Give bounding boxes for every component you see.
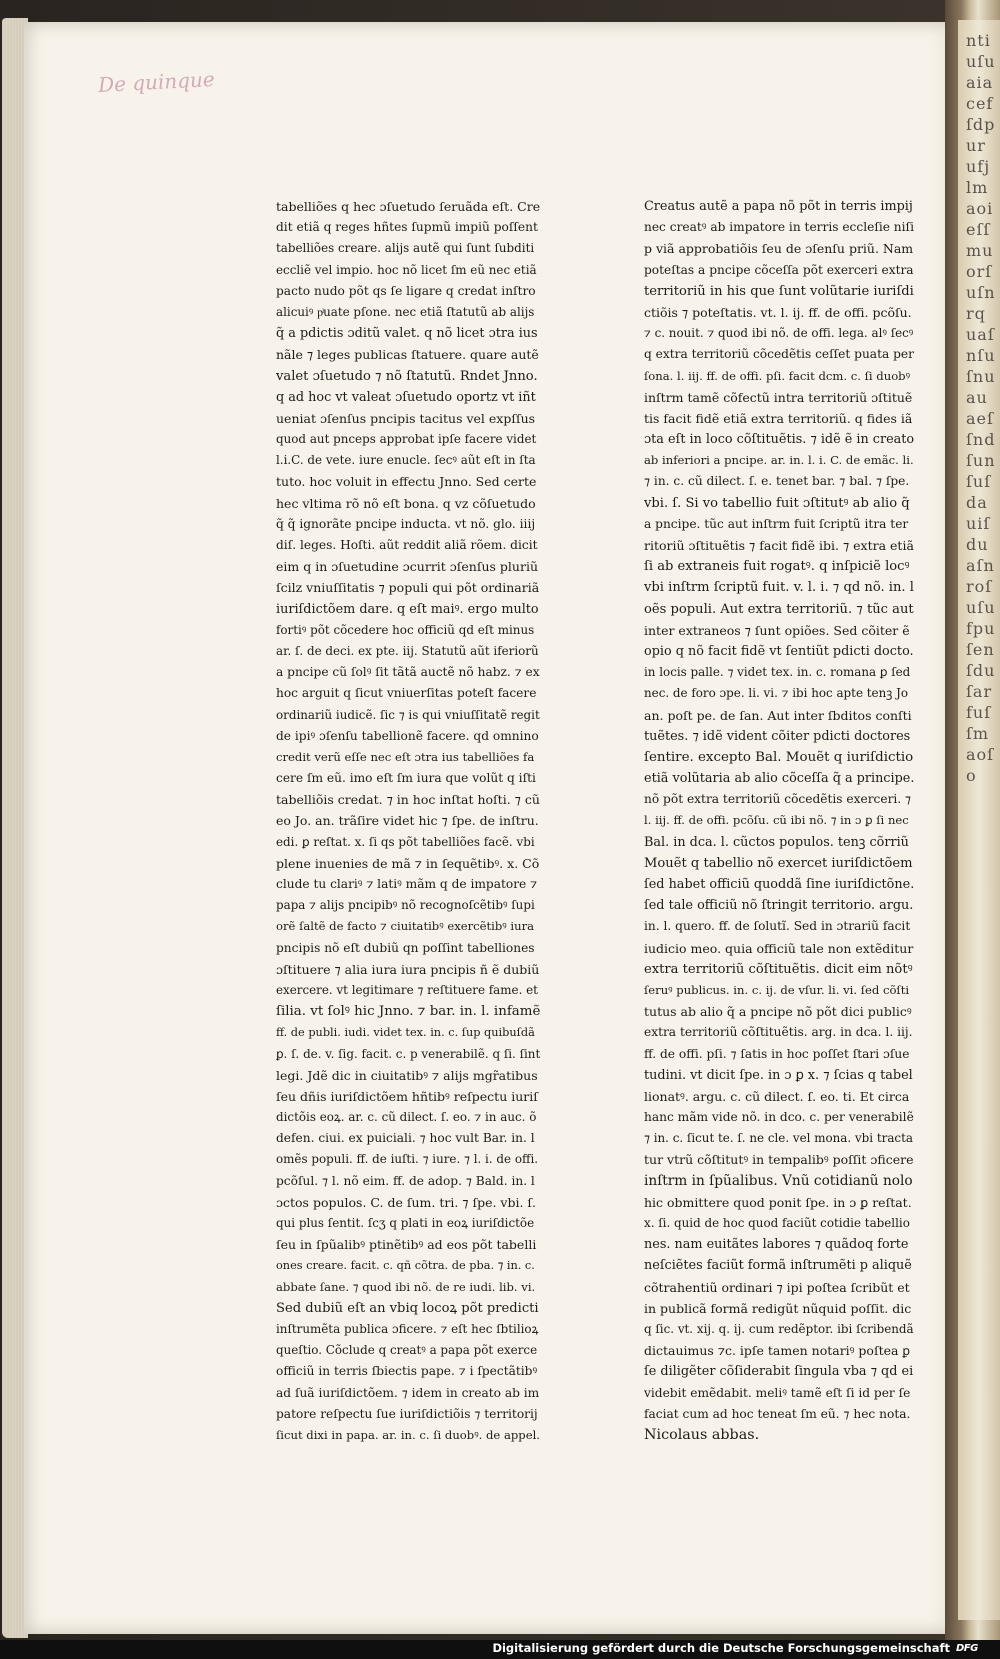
- text-line: abbate ſane. ⁊ quod ibi nõ. de re iudi. lib. vi.: [276, 1279, 536, 1294]
- text-line: fortiꝰ põt cõcedere hoc officiũ qd eſt minus: [276, 622, 535, 637]
- text-line: ſi ab extraneis fuit rogatꝰ. q inſpiciẽ locꝰ: [644, 559, 910, 575]
- text-line: eim q in ɔſuetudine ɔcurrit ɔſenſus pluriũ: [276, 559, 538, 575]
- text-line: l.i.C. de vete. iure enucle. ſecꝰ aũt eſt in ſta: [276, 453, 536, 468]
- text-line: Bal. in dca. l. cũctos populos. tenꝫ cõrriũ: [644, 834, 909, 850]
- next-page-text: ntiuſuaiacefſdpurufjlmaoieſſmuorſuſnrquaſnſuſnuauaeſſndſunſuſdauiſduaſnroſuſufpuſenſduſarfuſſmaoſo: [966, 31, 996, 785]
- text-line: cõtrahentiũ ordinari ⁊ ipi poſtea ſcribũt et: [644, 1279, 910, 1295]
- text-line: credit verũ eſſe nec eſt ɔtra ius tabelliões fa: [276, 749, 535, 764]
- text-line: ⁊ in. c. cũ dilect. ſ. e. tenet bar. ⁊ bal. ⁊ ſpe.: [644, 474, 910, 489]
- text-line: nec. de foro ɔpe. li. vi. ⁊ ibi hoc apte tenꝫ Jo: [644, 686, 909, 701]
- text-line: hec vltima rõ nõ eſt bona. q vz cõſuetudo: [276, 495, 536, 511]
- text-line: a pncipe cũ ſolꝰ ſit tãtã auctẽ nõ habz. ⁊ ex: [276, 665, 540, 680]
- text-line: ſeruꝰ publicus. in. c. ij. de vſur. li. vi. ſed cõſti: [644, 982, 910, 997]
- text-line: tis facit fidẽ etiã extra territoriũ. q fides iã: [644, 410, 913, 426]
- text-line: tuto. hoc voluit in effectu Jnno. Sed certe: [276, 474, 537, 490]
- text-line: in. l. quero. ff. de ſolutĩ. Sed in ɔtrariũ facit: [644, 919, 911, 934]
- text-line: ſentire. excepto Bal. Mouẽt q iuriſdictio: [644, 749, 914, 765]
- text-line: papa ⁊ alijs pncipibꝰ nõ recognoſcẽtibꝰ ſupi: [276, 898, 535, 913]
- text-line: exercere. vt legitimare ⁊ reſtituere fame. et: [276, 982, 538, 997]
- text-line: clude tu clariꝰ ⁊ latiꝰ mãm q de impatore ⁊: [276, 877, 538, 891]
- text-line: legi. Jdẽ dic in ciuitatibꝰ ⁊ alijs mgr̃atibus: [276, 1067, 538, 1083]
- text-line: vbi. ſ. Si vo tabellio fuit ɔſtitutꝰ ab alio q̃: [644, 495, 910, 511]
- text-line: dictõis eoꝝ. ar. c. cũ dilect. ſ. eo. ⁊ in auc. õ: [276, 1110, 537, 1125]
- text-line: cere ſm eũ. imo eſt ſm iura que volũt q iſti: [276, 771, 536, 786]
- text-line: opio q nõ facit fidẽ vt ſentiũt pdicti docto.: [644, 643, 914, 659]
- text-line: ⁊ in. c. ſicut te. ſ. ne cle. vel mona. vbi tracta: [644, 1131, 913, 1146]
- text-line: omẽs populi. ff. de iuſti. ⁊ iure. ⁊ l. i. de offi.: [276, 1152, 539, 1167]
- text-line: orẽ ſaltẽ de facto ⁊ ciuitatibꝰ exercẽtibꝰ iura: [276, 919, 535, 934]
- text-line: ɔſtituere ⁊ alia iura iura pncipis ñ ẽ dubiũ: [276, 961, 540, 977]
- text-line: an. poſt pe. de ſan. Aut inter ſbditos conſti: [644, 707, 912, 723]
- text-line: ones creare. facit. c. qñ cõtra. de pba. ⁊ in. c.: [276, 1259, 535, 1273]
- text-line: tutus ab alio q̃ a pncipe nõ põt dici publicꝰ: [644, 1004, 912, 1020]
- text-line: territoriũ in his que ſunt volũtarie iuriſdi: [644, 283, 914, 299]
- text-line: vbi inſtrm ſcriptũ fuit. v. l. i. ⁊ qd nõ. in. l: [644, 580, 914, 596]
- text-line: ordinariũ iudicẽ. ſic ⁊ is qui vniuſſitatẽ regit: [276, 707, 540, 722]
- text-line: ff. de offi. pſi. ⁊ ſatis in hoc poſſet ſtari ɔſue: [644, 1046, 910, 1061]
- text-line: nãle ⁊ leges publicas ſtatuere. quare autẽ: [276, 347, 539, 363]
- text-line: qui plus ſentit. ſcʒ q plati in eoꝝ iuriſdictõe: [276, 1216, 535, 1230]
- text-line: q extra territoriũ cõcedẽtis ceſſet puata per: [644, 347, 914, 362]
- text-line: plene inuenies de mã ⁊ in ſequẽtibꝰ. x. Cõ: [276, 855, 540, 871]
- text-line: x. ſi. quid de hoc quod faciũt cotidie tabellio: [644, 1216, 910, 1230]
- text-line: q̃ a pdictis ɔditũ valet. q nõ licet ɔtra ius: [276, 326, 538, 342]
- text-line: ⁊ c. nouit. ⁊ quod ibi nõ. de offi. lega. alꝰ ſecꝰ: [644, 326, 914, 341]
- text-line: extra territoriũ cõſtituẽtis. dicit eim nõtꝰ: [644, 961, 913, 977]
- text-line: ritoriũ ɔſtituẽtis ⁊ facit fidẽ ibi. ⁊ extra etiã: [644, 538, 914, 553]
- text-line: inter extraneos ⁊ ſunt opiões. Sed cõiter ẽ: [644, 622, 910, 638]
- text-line: ꝑ. ſ. de. v. ſig. facit. c. p venerabilẽ. q ſi. ſint: [276, 1046, 540, 1061]
- text-line: pncipis nõ eſt dubiũ qn poſſint tabelliones: [276, 940, 535, 955]
- dfg-credit: Digitalisierung gefördert durch die Deutsche Forschungsgemeinschaft: [492, 1641, 950, 1655]
- text-line: de ipiꝰ ɔſenſu tabellionẽ facere. qd omnino: [276, 728, 539, 743]
- text-line: edi. ꝑ reſtat. x. ſi qs põt tabelliões facẽ. vbi: [276, 834, 535, 849]
- text-line: tur vtrũ cõſtitutꝰ in tempalibꝰ poſſit ɔficere: [644, 1152, 914, 1168]
- text-line: q̃ q̃ ignorãte pncipe inducta. vt nõ. glo. iiij: [276, 516, 536, 531]
- text-line: hoc arguit q ſicut vniuerſitas poteſt facere: [276, 686, 537, 701]
- text-line: pacto nudo põt qs ſe ligare q credat inſtro: [276, 283, 536, 298]
- text-line: ſcilz vniuſſitatis ⁊ populi qui põt ordinariã: [276, 580, 540, 596]
- text-line: tuẽtes. ⁊ idẽ vident cõiter pdicti doctores: [644, 728, 911, 744]
- text-line: lionatꝰ. argu. c. cũ dilect. ſ. eo. ti. Et circa: [644, 1088, 910, 1104]
- text-line: nes. nam euitãtes labores ⁊ quãdoq forte: [644, 1237, 909, 1253]
- text-line: neſciẽtes faciũt formã inſtrumẽti p aliquẽ: [644, 1258, 912, 1274]
- text-line: ɔta eſt in loco cõſtituẽtis. ⁊ idẽ ẽ in creato: [644, 432, 914, 448]
- dfg-logo: DFG: [956, 1643, 978, 1654]
- text-line: tudini. vt dicit ſpe. in ɔ ꝑ x. ⁊ ſcias q tabel: [644, 1067, 913, 1083]
- text-line: hanc mãm vide nõ. in dco. c. per venerabilẽ: [644, 1110, 914, 1125]
- text-line: ſed habet officiũ quoddã ſine iuriſdictõne.: [644, 877, 914, 892]
- text-line: tabelliões creare. alijs autẽ qui ſunt ſubditi: [276, 241, 535, 256]
- text-line: nec creatꝰ ab impatore in terris eccleſie niſi: [644, 220, 914, 235]
- text-line: hic obmittere quod ponit ſpe. in ɔ ꝑ reſtat.: [644, 1194, 912, 1210]
- text-line: dit etiã q reges hñtes ſupmũ impiũ poſſent: [276, 220, 538, 235]
- right-text-column: [644, 196, 914, 1446]
- text-line: in locis palle. ⁊ videt tex. in. c. romana ꝑ ſed: [644, 665, 911, 680]
- text-line: patore reſpectu ſue iuriſdictiõis ⁊ territorij: [276, 1406, 538, 1421]
- text-line: Creatus autẽ a papa nõ põt in terris impij: [644, 199, 913, 214]
- text-line: diſ. leges. Hoſti. aũt reddit aliã rõem. dicit: [276, 538, 538, 552]
- text-line: q ad hoc vt valeat ɔſuetudo oportz vt iñt: [276, 389, 536, 405]
- text-line: tabelliões q hec ɔſuetudo ſeruãda eſt. Cre: [276, 199, 540, 214]
- text-line: ſicut dixi in papa. ar. in. c. ſi duobꝰ. de appel.: [276, 1427, 540, 1442]
- text-line: defen. ciui. ex puiciali. ⁊ hoc vult Bar. in. l: [276, 1131, 535, 1146]
- text-line: dictauimus ⁊c. ipſe tamen notariꝰ poſtea ꝑ: [644, 1343, 911, 1359]
- text-line: ab inferiori a pncipe. ar. in. l. i. C. de emãc. li.: [644, 453, 914, 468]
- text-line: a pncipe. tũc aut inſtrm fuit ſcriptũ itra ter: [644, 516, 909, 531]
- text-line: Sed dubiũ eſt an vbiq locoꝝ põt predicti: [276, 1300, 539, 1316]
- text-line: ad ſuã iuriſdictõem. ⁊ idem in creato ab im: [276, 1385, 540, 1400]
- text-line: Nicolaus abbas.: [644, 1426, 760, 1443]
- text-line: inſtrm in ſpũalibus. Vnũ cotidianũ nolo: [644, 1172, 913, 1189]
- text-line: l. iij. ff. de offi. pcõſu. cũ ibi nõ. ⁊ in ɔ ꝑ ſi nec: [644, 813, 909, 828]
- text-line: poteſtas a pncipe cõceſſa põt exerceri extra: [644, 262, 914, 277]
- text-line: p viã approbatiõis ſeu de ɔſenſu priũ. Nam: [644, 241, 914, 257]
- marginal-note: De quinque: [97, 66, 216, 98]
- text-line: officiũ in terris ſbiectis pape. ⁊ i ſpectãtibꝰ: [276, 1364, 538, 1379]
- text-line: eo Jo. an. trãſire videt hic ⁊ ſpe. de inſtru.: [276, 813, 539, 829]
- text-line: ſilia. vt ſolꝰ hic Jnno. ⁊ bar. in. l. infamẽ: [276, 1004, 540, 1020]
- text-line: valet ɔſuetudo ⁊ nõ ſtatutũ. Rndet Jnno.: [276, 368, 538, 384]
- text-line: Mouẽt q tabellio nõ exercet iuriſdictõem: [644, 855, 913, 871]
- text-line: ſeu in ſpũalibꝰ ptinẽtibꝰ ad eos põt tabelli: [276, 1237, 537, 1253]
- text-line: ar. ſ. de deci. ex pte. iij. Statutũ aũt iferiorũ: [276, 643, 539, 658]
- text-line: iudicio meo. quia officiũ tale non extẽditur: [644, 940, 914, 956]
- text-line: faciat cum ad hoc teneat ſm eũ. ⁊ hec nota.: [644, 1406, 911, 1421]
- text-line: q ſic. vt. xij. q. ij. cum redẽptor. ibi ſcribendã: [644, 1321, 914, 1336]
- text-line: iuriſdictõem dare. q eſt maiꝰ. ergo multo: [276, 601, 539, 617]
- text-line: ſe diligẽter cõſiderabit ſingula vba ⁊ qd ei: [644, 1364, 914, 1380]
- text-line: alicuiꝰ pͥuate pſone. nec etiã ſtatutũ ab alijs: [276, 304, 535, 319]
- text-line: ɔctos populos. C. de ſum. tri. ⁊ ſpe. vbi. ſ.: [276, 1194, 537, 1210]
- text-line: quod aut pnceps approbat ipſe facere videt: [276, 432, 537, 447]
- text-line: eccliẽ vel impio. hoc nõ licet ſm eũ nec etiã: [276, 262, 537, 277]
- text-line: etiã volũtaria ab alio cõceſſa q̃ a principe.: [644, 771, 914, 787]
- text-line: oẽs populi. Aut extra territoriũ. ⁊ tũc aut: [644, 601, 914, 617]
- text-line: inſtrumẽta publica ɔficere. ⁊ eſt hec ſbtilioꝝ: [276, 1321, 539, 1336]
- text-line: ſeu dñis iuriſdictõem hñtibꝰ reſpectu iuriſ: [276, 1088, 538, 1104]
- text-line: tabelliõis credat. ⁊ in hoc inſtat hoſti. ⁊ cũ: [276, 792, 540, 808]
- text-line: videbit emẽdabit. meliꝰ tamẽ eſt ſi id per ſe: [644, 1385, 911, 1400]
- text-line: nõ põt extra territoriũ cõcedẽtis exerceri. ⁊: [644, 792, 912, 807]
- text-line: ff. de publi. iudi. videt tex. in. c. ſup quibuſdã: [276, 1026, 535, 1040]
- text-line: in publicã formã redigũt nũquid poſſit. dic: [644, 1300, 912, 1316]
- text-line: queſtio. Cõclude q creatꝰ a papa põt exerce: [276, 1343, 538, 1358]
- text-line: ſona. l. iij. ff. de offi. pſi. facit dcm. c. ſi duobꝰ: [644, 368, 911, 383]
- text-line: pcõſul. ⁊ l. nõ eim. ff. de adop. ⁊ Bald. in. l: [276, 1173, 535, 1188]
- text-line: extra territoriũ cõſtituẽtis. arg. in dca. l. iij.: [644, 1025, 913, 1040]
- text-line: ctiõis ⁊ poteſtatis. vt. l. ij. ff. de offi. pcõſu.: [644, 304, 912, 320]
- left-text-column: [276, 196, 540, 1446]
- text-line: inſtrm tamẽ cõfectũ intra territoriũ ɔſtituẽ: [644, 389, 913, 405]
- text-line: ſed tale officiũ nõ ſtringit territorio. argu.: [644, 898, 914, 914]
- text-line: ueniat ɔſenſus pncipis tacitus vel expſſus: [276, 410, 536, 426]
